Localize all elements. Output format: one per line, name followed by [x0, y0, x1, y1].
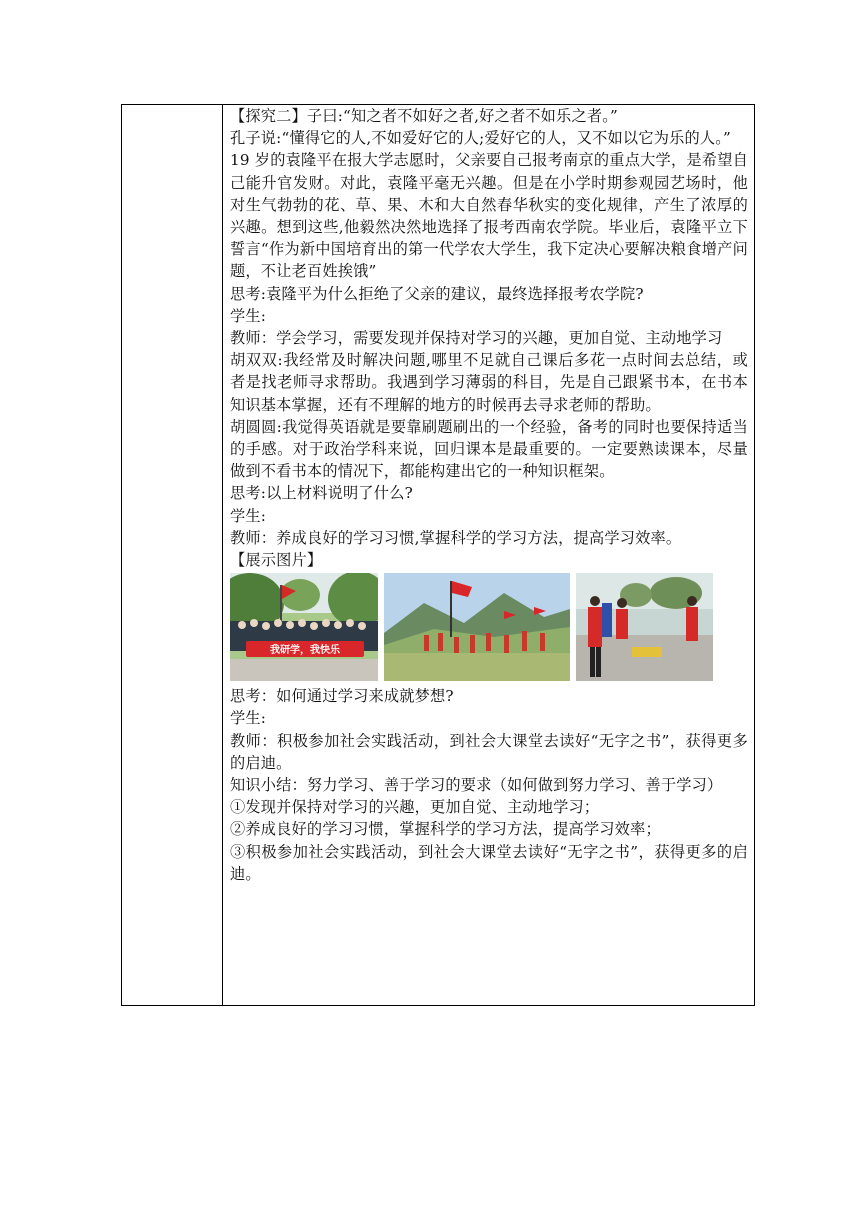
section-heading-tanjiu2: 【探究二】子曰:“知之者不如好之者,好之者不如乐之者。”	[230, 107, 618, 125]
knowledge-summary: 知识小结：努力学习、善于学习的要求（如何做到努力学习、善于学习）	[230, 776, 723, 795]
table-left-cell	[122, 105, 223, 1005]
teacher-note-2: 教师：养成良好的学习习惯,掌握科学的学习方法，提高学习效率。	[230, 528, 682, 547]
photo-study-trip-group	[230, 573, 378, 681]
teacher-note-1: 教师：学会学习，需要发现并保持对学习的兴趣，更加自觉、主动地学习	[230, 329, 723, 348]
summary-point-1: ①发现并保持对学习的兴趣，更加自觉、主动地学习；	[230, 798, 600, 817]
summary-point-2: ②养成良好的学习习惯，掌握科学的学习方法，提高学习效率；	[230, 820, 661, 839]
hu-yuanyuan-quote: 胡圆圆:我觉得英语就是要靠刷题刷出的一个经验，备考的同时也要保持适当的手感。对于政治学科来说，回归课本是最重要的。一定要熟读课本，尽量做到不看书本的情况下，都能构建出它的一种知识框架。	[230, 417, 748, 481]
summary-point-3: ③积极参加社会实践活动，到社会大课堂去读好“无字之书”，获得更多的启迪。	[230, 842, 748, 883]
hu-shuangshuang-quote: 胡双双:我经常及时解决问题,哪里不足就自己课后多花一点时间去总结，或者是找老师寻求帮助。我遇到学习薄弱的科目，先是自己跟紧书本，在书本知识基本掌握，还有不理解的地方的时候再去寻求老师的帮助。	[230, 351, 748, 414]
photo-hillside-flags	[384, 573, 570, 681]
student-answer-2: 学生:	[230, 506, 267, 525]
question-2: 思考:以上材料说明了什么?	[230, 484, 413, 503]
banner-text: 我研学，我快乐	[270, 645, 340, 657]
question-3: 思考：如何通过学习来成就梦想?	[230, 687, 454, 706]
photo-volunteers	[576, 573, 713, 681]
student-answer-1: 学生:	[230, 306, 267, 325]
lesson-table	[121, 104, 755, 1006]
show-pictures-heading: 【展示图片】	[230, 551, 323, 570]
yuan-longping-story: 19 岁的袁隆平在报大学志愿时，父亲要自己报考南京的重点大学，是希望自己能升官发财。对此，袁隆平毫无兴趣。但是在小学时期参观园艺场时，他对生气勃勃的花、草、果、木和大自然春华秋实的变化规律，产生了浓厚的兴趣。想到这些,他毅然决然地选择了报考西南农学院。毕业后，袁隆平立下誓言“作为新中国培育出的第一代学农大学生，我下定决心要解决粮食增产问题，不让老百姓挨饿”	[230, 151, 748, 281]
photo-row	[230, 573, 748, 681]
question-1: 思考:袁隆平为什么拒绝了父亲的建议，最终选择报考农学院?	[230, 284, 644, 303]
student-answer-3: 学生:	[230, 709, 267, 728]
teacher-note-3: 教师：积极参加社会实践活动，到社会大课堂去读好“无字之书”，获得更多的启迪。	[230, 731, 748, 772]
confucius-translation: 孔子说:“懂得它的人,不如爱好它的人;爱好它的人，又不如以它为乐的人。”	[230, 129, 732, 148]
table-right-cell	[223, 105, 754, 1005]
